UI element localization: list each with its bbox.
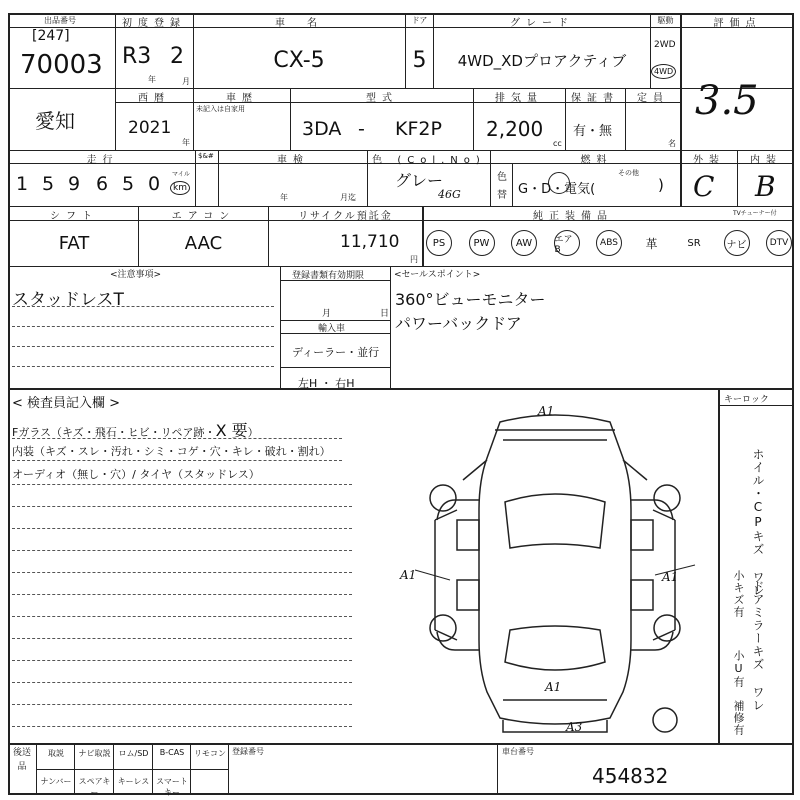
included-items-row1: [37, 748, 229, 759]
side-note-repair: 補修有: [732, 700, 745, 736]
change-label-2: 替: [497, 190, 507, 201]
included-items-row2: [37, 776, 229, 798]
warranty: 有・無: [573, 124, 613, 139]
drive-2wd: 2WD: [654, 40, 676, 50]
displacement: 2,200: [486, 117, 544, 141]
odometer-change-label: $&#: [198, 152, 214, 160]
color-label: 色 (Col.No): [372, 155, 486, 166]
side-note-2: ドアミラーキズ ワレ: [751, 580, 765, 712]
equipment-aw-icon: AW: [511, 230, 537, 256]
change-label-1: 色: [497, 172, 507, 183]
history-label: 車歴: [226, 93, 258, 104]
keylock-label: キーロック: [724, 395, 769, 405]
recycle-label: リサイクル預託金: [298, 211, 393, 222]
mileage-digit: 0: [148, 173, 161, 195]
recycle: 11,710: [340, 232, 400, 252]
mileage-digit: 5: [42, 173, 55, 195]
history-note: 未記入は自家用: [196, 105, 245, 113]
damage-mark: A1: [662, 570, 679, 584]
model-label: 型式: [366, 93, 398, 104]
inspection-label: 車検: [277, 155, 309, 166]
first-reg-label: 初度登録: [122, 18, 186, 29]
damage-mark: A1: [545, 680, 562, 694]
equipment-airbag-icon: エアB: [554, 230, 580, 256]
capacity-unit: 名: [668, 139, 676, 148]
sales-label: <セールスポイント>: [394, 270, 481, 280]
windshield-mark: X 要: [215, 421, 248, 440]
color-code: 46G: [438, 188, 461, 201]
inspector-line1-close: ）: [247, 426, 259, 439]
ac-label: エアコン: [171, 211, 236, 222]
equipment-ps-icon: PS: [426, 230, 452, 256]
shift-label: シフト: [50, 211, 98, 222]
fuel-label: 燃料: [580, 155, 613, 166]
caution-label: <注意事項>: [110, 270, 162, 280]
equipment-label: 純正装備品: [533, 211, 613, 222]
car-name: CX-5: [273, 47, 325, 73]
grade-label: グレード: [510, 18, 574, 29]
equipment-pw-icon: PW: [469, 230, 495, 256]
displacement-label: 排気量: [495, 93, 543, 104]
chassis-number: 454832: [592, 764, 669, 788]
model-dash: -: [358, 118, 365, 140]
inspection-month-unit: 月迄: [340, 193, 356, 202]
inspector-line2: 内装（キズ・スレ・汚れ・シミ・コゲ・穴・キレ・破れ・割れ）: [12, 445, 331, 458]
color: グレー: [395, 171, 444, 190]
side-note-small-1: 小キズ有: [732, 570, 745, 618]
exterior-label: 外装: [693, 155, 725, 166]
mileage-digit: 9: [68, 173, 81, 195]
mileage-digits: [10, 165, 195, 205]
exterior-grade: C: [693, 170, 715, 203]
reg-month-unit: 月: [322, 309, 332, 319]
door-label: ドア: [411, 16, 428, 25]
included-item: スマートキー: [156, 777, 188, 797]
car-name-label: 車 名: [275, 18, 323, 29]
year-unit-2: 年: [182, 138, 190, 147]
first-reg-month: 2: [170, 44, 184, 69]
score: 3.5: [695, 78, 759, 124]
model-prefix: 3DA: [302, 118, 342, 140]
equipment-list: [426, 230, 792, 256]
doors: 5: [412, 47, 427, 73]
tv-label: TVチューナー付: [733, 210, 777, 217]
equipment-abs-icon: ABS: [596, 230, 622, 256]
year-unit: 年: [148, 75, 156, 84]
first-reg-era: R3: [122, 44, 152, 69]
damage-mark: A1: [538, 404, 555, 418]
fuel-options: G・D・電気(: [518, 182, 596, 197]
reg-expiry-label: 登録書類有効期限: [292, 271, 365, 281]
leader-lines: [415, 565, 695, 580]
score-label: 評価点: [713, 18, 762, 29]
yen-unit: 円: [410, 255, 418, 264]
mileage-label: 走行: [86, 155, 119, 166]
damage-mark: A3: [566, 720, 583, 734]
mileage-digit: 6: [96, 173, 109, 195]
cc-unit: cc: [553, 139, 562, 148]
interior-grade: B: [755, 170, 776, 203]
reg-number-label: 登録番号: [232, 747, 264, 756]
mileage-unit-mile: マイル: [172, 171, 190, 178]
drive-label: 駆動: [657, 16, 674, 25]
sales-point: 360°ビューモニター: [395, 290, 546, 309]
lot-number: 70003: [20, 50, 103, 80]
inspector-line3: オーディオ（無し・穴）/ タイヤ（スタッドレス）: [12, 468, 260, 481]
included-item: キーレス: [117, 777, 150, 786]
model-code: KF2P: [395, 118, 442, 140]
included-item: ナンバー: [40, 777, 72, 786]
chassis-label: 車台番号: [502, 747, 534, 756]
side-note-1: ホイル・CPキズ ワレ: [751, 448, 765, 597]
caution-text: スタッドレスT: [12, 290, 124, 310]
spare-circle-icon: [653, 708, 677, 732]
equipment-dtv-icon: DTV: [766, 230, 792, 256]
capacity-label: 定員: [637, 93, 669, 104]
inspection-year-unit: 年: [280, 193, 288, 202]
warranty-label: 保証書: [571, 93, 619, 104]
inspector-title: < 検査員記入欄 >: [12, 396, 121, 411]
included-item: 取説: [48, 749, 64, 758]
import-type: ディーラー・並行: [292, 346, 380, 359]
included-item: リモコン: [194, 749, 226, 758]
included-item: ナビ取説: [78, 749, 111, 758]
inspector-line1-text: Fガラス（キズ・飛石・ヒビ・リペア跡・: [12, 426, 216, 439]
year: 2021: [128, 118, 172, 138]
interior-label: 内装: [750, 155, 782, 166]
mileage-digit: 1: [16, 173, 29, 195]
fuel-diesel-circle-icon: [548, 172, 570, 194]
import-label: 輸入車: [318, 324, 346, 334]
reg-day-unit: 日: [380, 309, 390, 319]
wheel-icons: [430, 485, 680, 641]
side-note-small-2: 小U有: [732, 650, 745, 688]
equipment-leather: 革: [645, 236, 658, 251]
region: 愛知: [35, 109, 75, 133]
equipment-navi-icon: ナビ: [724, 230, 750, 256]
included-label: 後送品: [12, 748, 31, 772]
fuel-other: その他: [618, 169, 639, 177]
auction-label: 出品番号: [44, 16, 76, 25]
year-label: 西暦: [138, 93, 170, 104]
sales-point: パワーバックドア: [395, 314, 522, 333]
ac: AAC: [184, 232, 223, 254]
month-unit: 月: [182, 77, 190, 86]
lot-prefix: [247]: [32, 28, 70, 44]
mileage-digit: 5: [122, 173, 135, 195]
included-item: スペアキー: [78, 777, 111, 797]
included-item: B-CAS: [159, 748, 185, 757]
steering: 左H ・ 右H: [298, 377, 355, 390]
damage-mark: A1: [400, 568, 417, 582]
grade: 4WD_XDプロアクティブ: [457, 51, 627, 70]
equipment-sr: SR: [687, 237, 701, 249]
fuel-close: ): [658, 176, 664, 194]
shift: FAT: [58, 232, 90, 254]
drive-4wd-circled: 4WD: [651, 64, 676, 79]
included-item: ロム/SD: [118, 749, 149, 758]
mileage-unit-km: km: [170, 181, 190, 195]
